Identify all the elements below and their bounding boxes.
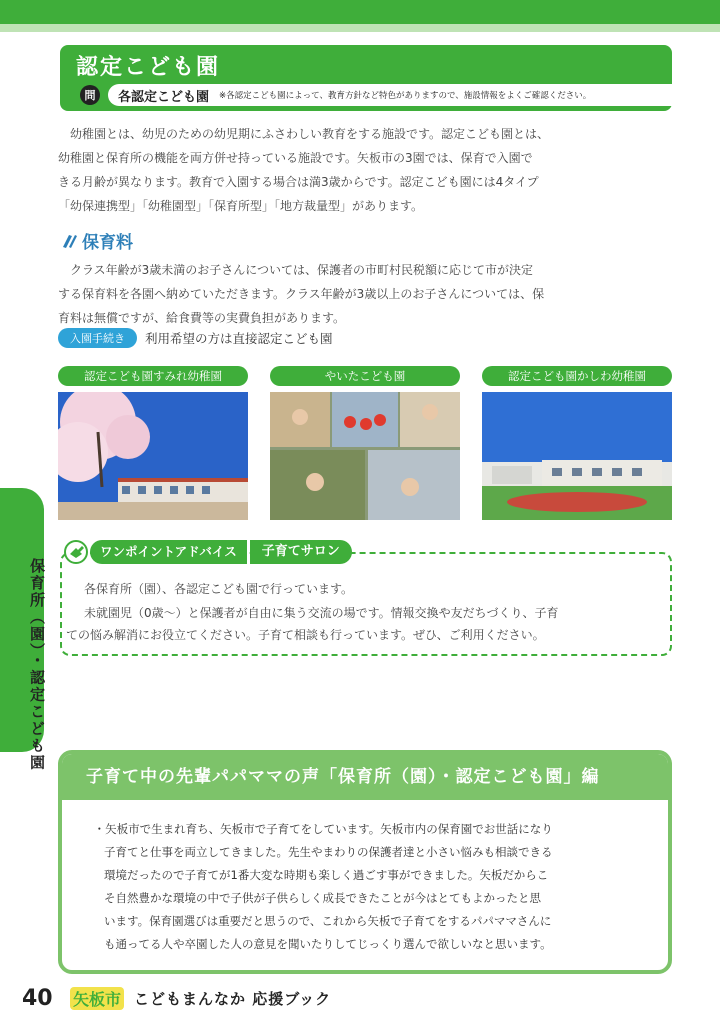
advice-line: ての悩み解消にお役立てください。子育て相談も行っています。ぜひ、ご利用ください。 — [66, 628, 545, 642]
fee-title: 保育料 — [82, 233, 133, 253]
intro-line: 「幼保連携型」「幼稚園型」「保育所型」「地方裁量型」があります。 — [58, 199, 424, 213]
enroll-row — [58, 328, 333, 348]
advice-line: 未就園児（0歳～）と保護者が自由に集う交流の場です。情報交換や友だちづくり、子育 — [84, 606, 559, 620]
page-title: 認定こども園 — [76, 55, 221, 80]
school-label-kashiwa: 認定こども園かしわ幼稚園 — [482, 366, 672, 386]
voice-text — [93, 818, 634, 956]
side-label: 保育所（園）・認定こども園 — [28, 558, 46, 772]
advice-topic: 子育てサロン — [250, 540, 352, 564]
fee-line: する保育料を各園へ納めていただきます。クラス年齢が3歳以上のお子さんについては、保 — [58, 287, 545, 301]
subtitle-pill — [108, 84, 688, 106]
photo-sumire — [58, 392, 248, 520]
enroll-pill: 入園手続き — [58, 328, 137, 348]
fee-paragraph — [58, 258, 678, 330]
fee-line: クラス年齢が3歳未満のお子さんについては、保護者の市町村民税額に応じて市が決定 — [70, 263, 534, 277]
subtitle-main: 各認定こども園 — [118, 89, 210, 105]
voice-line: ・矢板市で生まれ育ち、矢板市で子育てをしています。矢板市内の保育園でお世話になり — [93, 822, 553, 836]
school-label-sumire: 認定こども園すみれ幼稚園 — [58, 366, 248, 386]
pointing-hand-icon — [64, 540, 90, 564]
voice-line: 環境だったので子育てが1番大変な時期も楽しく過ごす事ができました。矢板だからこ — [104, 868, 549, 882]
cherry-blossom-school-image — [58, 392, 248, 520]
page-number: 40 — [22, 986, 53, 1011]
intro-line: 幼稚園とは、幼児のための幼児期にふさわしい教育をする施設です。認定こども園とは、 — [70, 127, 550, 141]
book-title: こどもまんなか 応援ブック — [134, 990, 332, 1008]
voice-line: そ自然豊かな環境の中で子供が子供らしく成長できたことが今はとてもよかったと思 — [104, 891, 541, 905]
subtitle-note: ※各認定こども園によって、教育方針など特色がありますので、施設情報をよくご確認ください。 — [219, 91, 592, 101]
fee-line: 育料は無償ですが、給食費等の実費負担があります。 — [58, 311, 346, 325]
top-band — [0, 0, 720, 24]
photo-yaita — [270, 392, 460, 520]
intro-line: きる月齢が異なります。教育で入園する場合は満3歳からです。認定こども園には4タイプ — [58, 175, 539, 189]
city-logo: 矢板市 — [70, 987, 124, 1010]
voice-title: 子育て中の先輩パパママの声「保育所（園）・認定こども園」編 — [86, 767, 600, 787]
school-label-yaita: やいたこども園 — [270, 366, 460, 386]
pencil-marks-icon — [60, 232, 78, 250]
subtitle-row — [80, 84, 688, 106]
photo-kashiwa — [482, 392, 672, 520]
advice-head — [64, 540, 352, 564]
intro-paragraph — [58, 122, 678, 218]
children-activity-collage-image — [270, 392, 460, 520]
school-building-field-image — [482, 392, 672, 520]
question-icon: 問 — [80, 85, 100, 105]
voice-line: います。保育園選びは重要だと思うので、これから矢板で子育てをするパパママさんに — [104, 914, 552, 928]
voice-line: も通ってる人や卒園した人の意見を聞いたりしてじっくり選んで欲しいなと思います。 — [104, 937, 552, 951]
top-band-light — [0, 24, 720, 32]
intro-line: 幼稚園と保育所の機能を両方併せ持っている施設です。矢板市の3園では、保育で入園で — [58, 151, 533, 165]
enroll-text: 利用希望の方は直接認定こども園 — [145, 331, 333, 346]
fee-heading — [60, 228, 133, 253]
advice-line: 各保育所（園）、各認定こども園で行っています。 — [84, 582, 354, 596]
advice-label: ワンポイントアドバイス — [90, 540, 247, 564]
voice-line: 子育てと仕事を両立してきました。先生やまわりの保護者達と小さい悩みも相談できる — [104, 845, 553, 859]
